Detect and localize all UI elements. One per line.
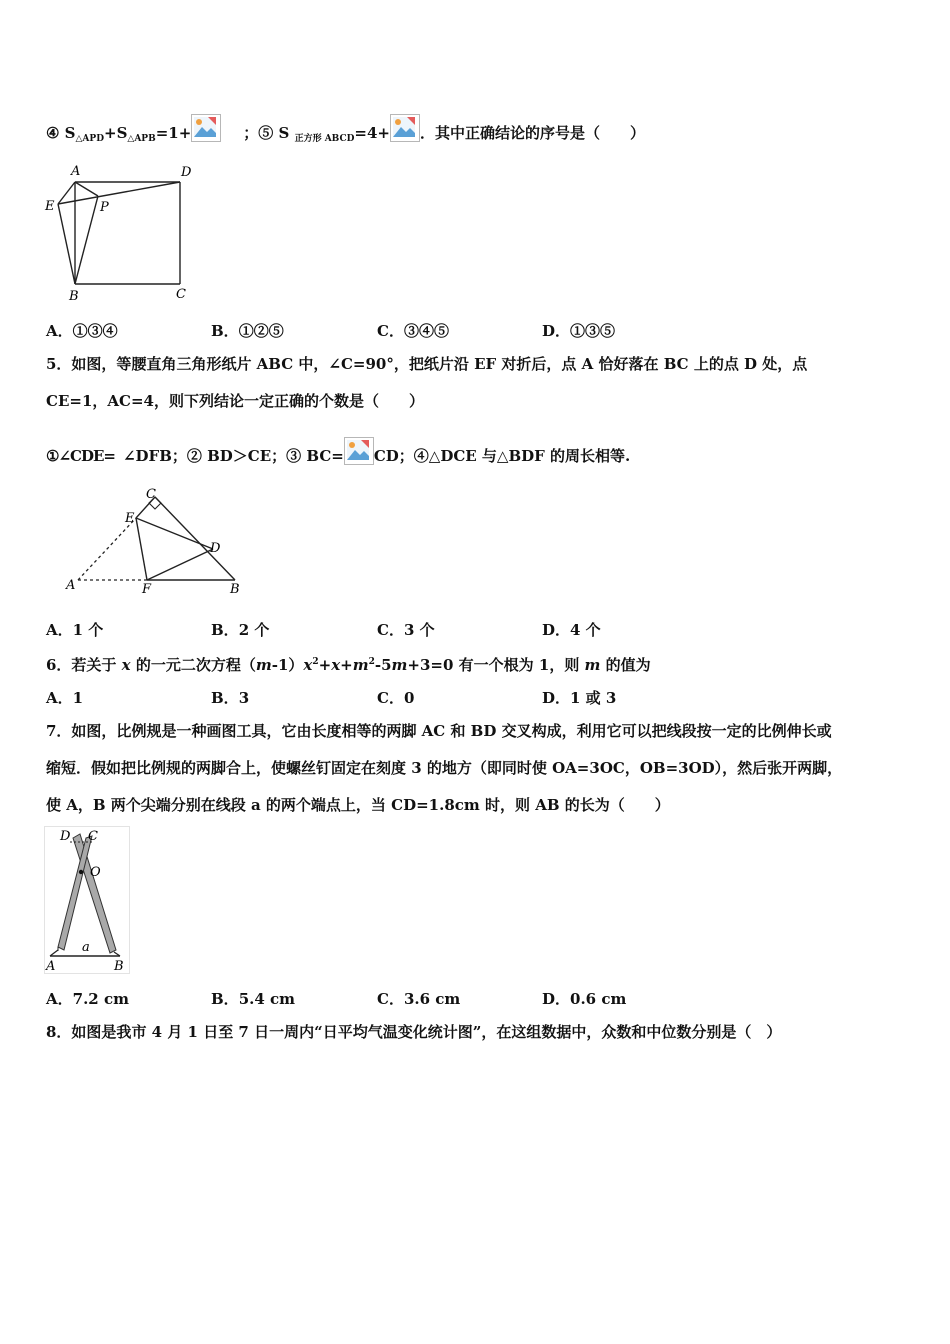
q7-label-b: B [114,959,124,974]
q5-option-a-text: 1 个 [72,621,104,639]
q6-option-b[interactable] [211,687,249,708]
q7-option-d[interactable] [542,988,626,1009]
q6-option-c-text: 0 [403,689,415,707]
q7-option-b-key: B． [211,990,239,1008]
q5-label-b: B [230,582,240,597]
q6-text: 6．若关于 [46,656,122,674]
q7-option-c-text: 3.6 cm [403,990,461,1008]
q4-tail: ．其中正确结论的序号是（ ） [420,124,646,142]
q5-label-a: A [66,578,76,593]
q6-text: +3=0 有一个根为 1，则 [407,656,585,674]
q6-exponent: 2 [312,657,319,667]
q6-var: m [584,656,601,674]
q6-var: x [303,656,313,674]
q5-label-f: F [142,582,152,597]
q4-option-a-key: A． [46,322,73,340]
q7-option-a-key: A． [46,990,73,1008]
q6-option-a-text: 1 [72,689,84,707]
q7-stem-line3: 使 A，B 两个尖端分别在线段 a 的两个端点上，当 CD=1.8cm 时，则 AB 的长为（ ） [46,796,670,814]
q5-option-d-key: D． [542,621,571,639]
q4-option-d-key: D． [542,322,571,340]
q4-label-d: D [181,165,192,180]
q7-label-c: C [88,829,98,844]
q4-cond4-prefix: ④ S [46,124,76,142]
q6-option-b-text: 3 [238,689,250,707]
q7-option-c-key: C． [377,990,404,1008]
q5-option-d[interactable] [542,619,601,640]
q7-label-a-segment: a [82,940,90,955]
q6-text: -5 [374,656,392,674]
q6-var: x [121,656,131,674]
q4-option-a[interactable] [46,320,118,341]
q5-triangle-figure [60,485,250,597]
q4-cond5-prefix: ⑤ S [258,124,295,142]
q6-text: 的值为 [600,656,651,674]
q5-label-e: E [125,511,135,526]
q7-option-a-text: 7.2 cm [72,990,129,1008]
q5-option-a[interactable] [46,619,103,640]
q6-option-d-key: D． [542,689,571,707]
q6-var: m [255,656,272,674]
q4-cond4-sub1: △APD [75,134,104,144]
q5-cond-a: ①∠CDE= [46,447,115,465]
q7-option-c[interactable] [377,988,460,1009]
q4-option-c-text: ③④⑤ [403,322,449,340]
q4-cond4-eq: =1+ [155,124,192,142]
q4-cond4-plus: +S [104,124,128,142]
q6-option-d-text: 1 或 3 [570,689,617,707]
q4-cond5-eq: =4+ [354,124,390,142]
q6-option-c[interactable] [377,687,414,708]
q8-stem-line1: 8．如图是我市 4 月 1 日至 7 日一周内“日平均气温变化统计图”，在这组数据中，众数和中位数分别是（ ） [46,1023,782,1041]
q7-stem-line2: 缩短．假如把比例规的两脚合上，使螺丝钉固定在刻度 3 的地方（即同时使 OA=3OC，OB=3OD），然后张开两脚， [46,759,843,777]
broken-image-icon [390,114,420,142]
q5-stem-line3 [46,437,630,466]
q6-text: + [318,656,332,674]
q5-stem-line1: 5．如图，等腰直角三角形纸片 ABC 中，∠C=90°，把纸片沿 EF 对折后，点 A 恰好落在 BC 上的点 D 处，点 [46,355,808,373]
q4-option-d[interactable] [542,320,615,341]
q6-option-c-key: C． [377,689,404,707]
q5-option-b-text: 2 个 [238,621,270,639]
q6-text: 的一元二次方程（ [130,656,256,674]
q5-label-c: C [146,487,156,502]
q4-label-c: C [176,287,186,302]
q5-option-b[interactable] [211,619,269,640]
q7-option-a[interactable] [46,988,129,1009]
q6-exponent: 2 [368,657,375,667]
q4-square-figure [40,160,210,305]
q5-stem-line2: CE=1，AC=4，则下列结论一定正确的个数是（ ） [46,392,424,410]
q5-option-b-key: B． [211,621,239,639]
q5-cond-c: CD；④△DCE 与△BDF 的周长相等. [373,447,631,465]
q6-text: -1） [271,656,304,674]
q6-option-a[interactable] [46,687,83,708]
q5-label-d: D [210,541,221,556]
q6-option-a-key: A． [46,689,73,707]
q6-var: x [331,656,341,674]
q6-text: + [340,656,353,674]
q5-option-a-key: A． [46,621,73,639]
q4-label-p: P [100,200,109,215]
q7-option-d-text: 0.6 cm [570,990,627,1008]
q4-option-b-text: ①②⑤ [238,322,284,340]
q6-var: m [352,656,369,674]
q7-option-d-key: D． [542,990,571,1008]
q4-option-b-key: B． [211,322,239,340]
broken-image-icon [191,114,221,142]
q5-option-c-text: 3 个 [403,621,435,639]
q7-option-b[interactable] [211,988,295,1009]
q7-compass-figure [44,826,130,974]
q7-label-o: O [90,865,101,880]
q4-cond4-sub2: △APB [127,134,156,144]
q6-option-b-key: B． [211,689,239,707]
q4-label-e: E [45,199,55,214]
q7-label-a: A [46,959,56,974]
q6-var: m [391,656,408,674]
q4-label-b: B [69,289,79,304]
q4-option-d-text: ①③⑤ [570,322,616,340]
q5-option-d-text: 4 个 [570,621,601,639]
q7-stem-line1: 7．如图，比例规是一种画图工具，它由长度相等的两脚 AC 和 BD 交叉构成，利用它可以把线段按一定的比例伸长或 [46,722,832,740]
q5-option-c[interactable] [377,619,435,640]
q4-cond5-sub: 正方形 ABCD [294,134,355,144]
q4-label-a: A [71,164,81,179]
q4-option-b[interactable] [211,320,284,341]
q4-option-c[interactable] [377,320,449,341]
q7-option-b-text: 5.4 cm [238,990,296,1008]
q4-sep: ； [243,124,259,142]
q6-stem [46,652,651,675]
q4-option-c-key: C． [377,322,404,340]
q5-cond-b: ∠DFB；② BD＞CE；③ BC= [122,447,344,465]
q6-option-d[interactable] [542,687,616,708]
q4-option-a-text: ①③④ [72,322,118,340]
broken-image-icon [344,437,374,465]
q4-conditions-line [46,114,645,149]
q7-label-d: D [60,829,71,844]
q5-option-c-key: C． [377,621,404,639]
